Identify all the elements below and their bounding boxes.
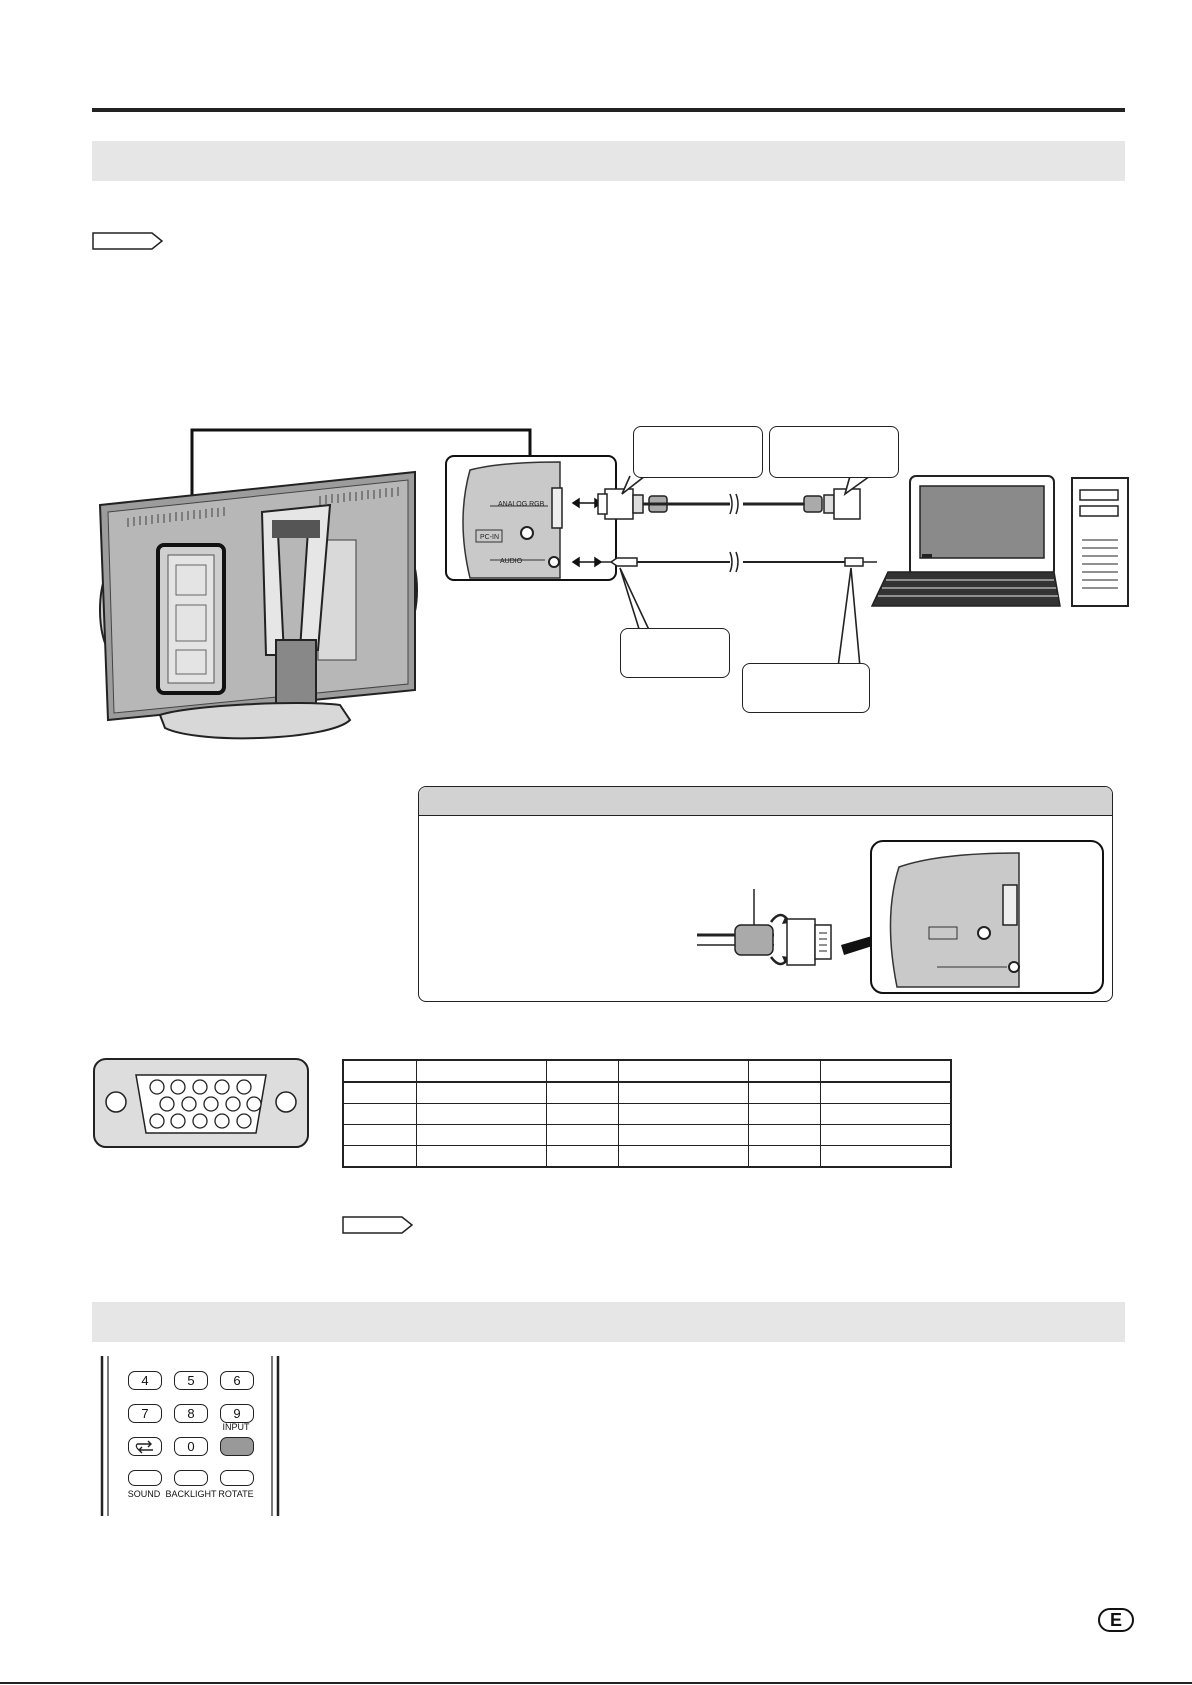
table-cell [820, 1125, 950, 1146]
remote-button-9[interactable]: 9 [220, 1404, 254, 1423]
table-header-cell [618, 1061, 748, 1082]
table-row [344, 1104, 950, 1125]
audio-label: AUDIO [500, 558, 523, 565]
callout-rgb-monitor-end [633, 426, 763, 478]
d-sub-pin-diagram [92, 1057, 310, 1149]
remote-button-8[interactable]: 8 [174, 1404, 208, 1423]
connection-diagram [0, 0, 1192, 760]
remote-button-0[interactable]: 0 [174, 1437, 208, 1456]
table-cell [416, 1146, 546, 1167]
table-cell [344, 1082, 416, 1104]
table-cell [618, 1146, 748, 1167]
computer-illustration [872, 476, 1128, 606]
return-arrows-icon [134, 1440, 156, 1454]
table-cell [748, 1082, 820, 1104]
table-cell [820, 1104, 950, 1125]
table-cell [546, 1125, 618, 1146]
table-cell [618, 1104, 748, 1125]
pin-table [344, 1061, 950, 1166]
ferrite-core-box [418, 786, 1113, 1002]
section-heading-band-2 [92, 1302, 1125, 1342]
remote-input-button[interactable] [220, 1437, 254, 1456]
table-cell [748, 1104, 820, 1125]
table-cell [618, 1125, 748, 1146]
table-header-cell [416, 1061, 546, 1082]
remote-button-4[interactable]: 4 [128, 1371, 162, 1390]
table-row [344, 1082, 950, 1104]
table-header-cell [820, 1061, 950, 1082]
remote-control-illustration [100, 1356, 282, 1516]
table-cell [820, 1146, 950, 1167]
table-cell [416, 1125, 546, 1146]
table-cell [546, 1146, 618, 1167]
audio-cable [601, 552, 877, 572]
table-header-cell [546, 1061, 618, 1082]
table-cell [546, 1104, 618, 1125]
table-cell [344, 1104, 416, 1125]
table-header-cell [344, 1061, 416, 1082]
pin-table-header-row [344, 1061, 950, 1082]
table-cell [416, 1082, 546, 1104]
remote-backlight-button[interactable] [174, 1470, 208, 1486]
table-cell [344, 1146, 416, 1167]
remote-rotate-button[interactable] [220, 1470, 254, 1486]
ferrite-illustration [419, 787, 1112, 1001]
pin-table-wrap [342, 1059, 952, 1168]
remote-button-6[interactable]: 6 [220, 1371, 254, 1390]
remote-backlight-label: BACKLIGHT [165, 1489, 217, 1499]
remote-input-label: INPUT [222, 1422, 250, 1432]
table-cell [748, 1125, 820, 1146]
table-cell [618, 1082, 748, 1104]
table-header-cell [748, 1061, 820, 1082]
remote-button-5[interactable]: 5 [174, 1371, 208, 1390]
remote-button-7[interactable]: 7 [128, 1404, 162, 1423]
table-cell [546, 1082, 618, 1104]
table-cell [344, 1125, 416, 1146]
table-row [344, 1146, 950, 1167]
monitor-rear-illustration [100, 472, 417, 738]
remote-button-flashback[interactable] [128, 1437, 162, 1456]
remote-rotate-label: ROTATE [218, 1489, 254, 1499]
callout-audio-monitor-end [620, 628, 730, 678]
analog-rgb-label: ANALOG RGB [498, 501, 545, 508]
table-note-tag [342, 1215, 414, 1240]
table-cell [416, 1104, 546, 1125]
callout-audio-pc-end [742, 663, 870, 713]
table-cell [748, 1146, 820, 1167]
table-cell [820, 1082, 950, 1104]
rgb-cable [598, 489, 860, 519]
callout-rgb-pc-end [769, 426, 899, 478]
pc-in-label: PC-IN [480, 534, 500, 541]
remote-sound-button[interactable] [128, 1470, 162, 1486]
language-page-badge: E [1098, 1608, 1134, 1632]
bottom-rule [0, 1682, 1192, 1684]
table-row [344, 1125, 950, 1146]
remote-sound-label: SOUND [127, 1489, 161, 1499]
